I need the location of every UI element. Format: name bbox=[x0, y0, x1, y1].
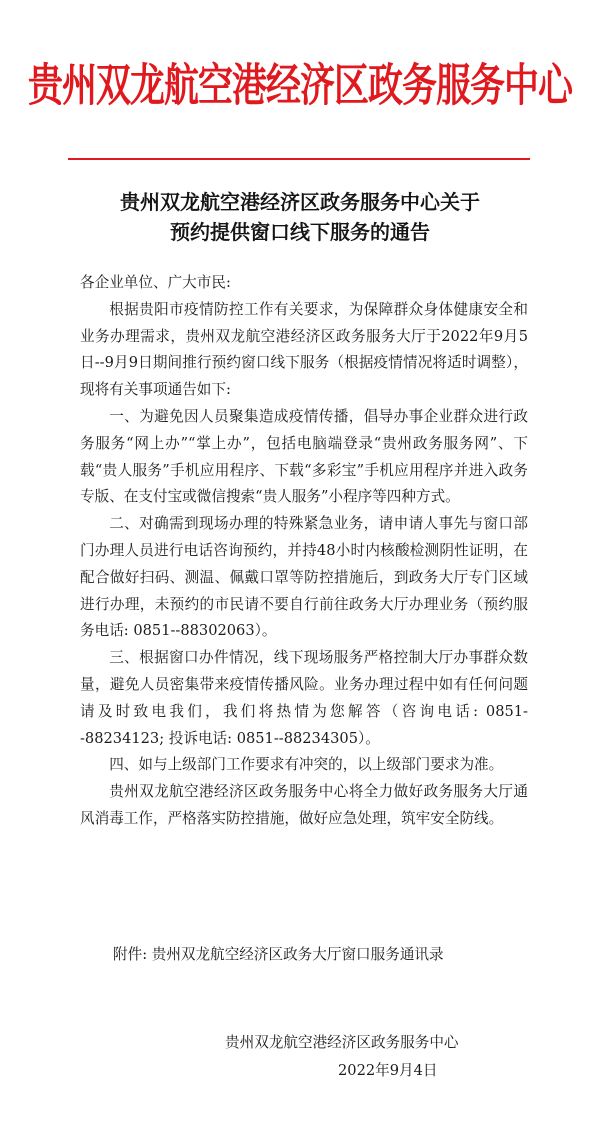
paragraph-item-4: 四、如与上级部门工作要求有冲突的，以上级部门要求为准。 bbox=[109, 756, 504, 774]
masthead-org-name: 贵州双龙航空港经济区政务服务中心 bbox=[27, 59, 572, 112]
notice-title-line-2: 预约提供窗口线下服务的通告 bbox=[170, 220, 430, 244]
red-divider bbox=[68, 158, 530, 160]
paragraph-item-2: 二、对确需到现场办理的特殊紧急业务，请申请人事先与窗口部门办理人员进行电话咨询预约，并持48小时内核酸检测阴性证明，在配合做好扫码、测温、佩戴口罩等防控措施后，到政务大厅专门区域进行办理，未预约的市民请不要自行前往政务大厅办理业务（预约服务电话: 0851--88302063）。 bbox=[80, 515, 528, 640]
signature-date: 2022年9月4日 bbox=[338, 1062, 438, 1079]
notice-body bbox=[80, 270, 528, 833]
paragraph-intro: 根据贵阳市疫情防控工作有关要求，为保障群众身体健康安全和业务办理需求，贵州双龙航空港经济区政务服务大厅于2022年9月5日--9月9日期间推行预约窗口线下服务（根据疫情情况将适时调整），现将有关事项通告如下: bbox=[80, 300, 528, 399]
paragraph-item-1: 一、为避免因人员聚集造成疫情传播，倡导办事企业群众进行政务服务“网上办”“掌上办”，包括电脑端登录“贵州政务服务网”、下载“贵人服务”手机应用程序、下载“多彩宝”手机应用程序并进入政务专版、在支付宝或微信搜索“贵人服务”小程序等四种方式。 bbox=[80, 407, 528, 506]
attachment-note: 附件: 贵州双龙航空经济区政务大厅窗口服务通讯录 bbox=[113, 946, 444, 963]
paragraph-item-3: 三、根据窗口办件情况，线下现场服务严格控制大厅办事群众数量，避免人员密集带来疫情传播风险。业务办理过程中如有任何问题请及时致电我们，我们将热情为您解答（咨询电话: 0851--88234123; 投诉电话: 0851--88234305）。 bbox=[80, 649, 528, 747]
salutation: 各企业单位、广大市民: bbox=[80, 274, 231, 291]
notice-title-line-1: 贵州双龙航空港经济区政务服务中心关于 bbox=[120, 190, 480, 214]
paragraph-closing: 贵州双龙航空港经济区政务服务中心将全力做好政务服务大厅通风消毒工作，严格落实防控措施，做好应急处理，筑牢安全防线。 bbox=[80, 783, 528, 827]
signature-org: 贵州双龙航空港经济区政务服务中心 bbox=[225, 1034, 459, 1051]
